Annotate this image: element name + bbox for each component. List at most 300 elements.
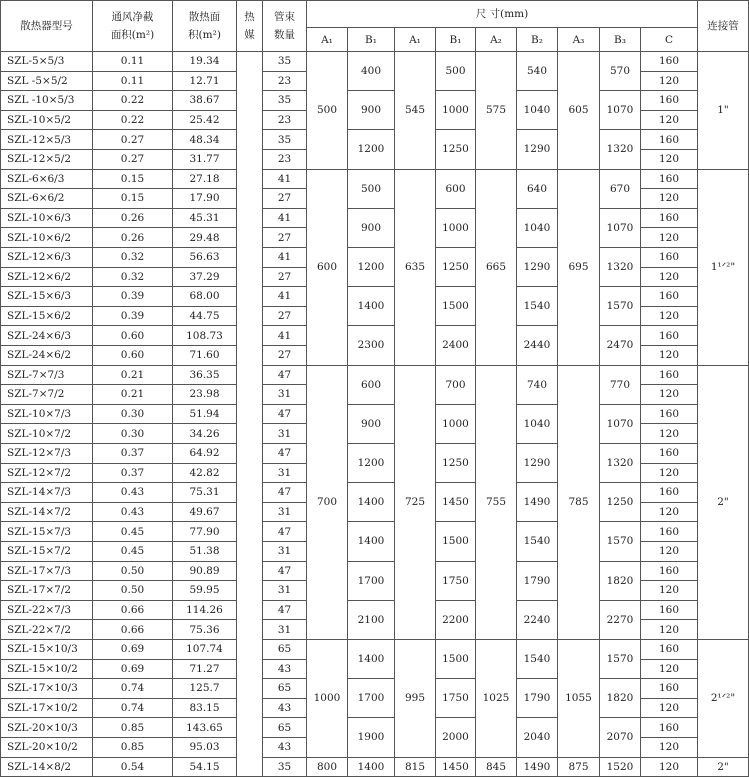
dim-c-cell: 120	[641, 385, 698, 405]
model-cell: SZL-15×7/3	[0, 522, 93, 542]
dim-b2-cell: 1040	[517, 405, 558, 444]
dim-b1b-cell: 700	[436, 366, 476, 405]
heat-area-cell: 44.75	[173, 307, 237, 327]
dim-b3-cell: 770	[600, 366, 641, 405]
model-cell: SZL-14×7/3	[0, 483, 93, 503]
heat-area-cell: 125.7	[173, 679, 237, 699]
dim-b1-cell: 900	[348, 405, 395, 444]
dim-b1-cell: 2300	[348, 326, 395, 365]
net-area-cell: 0.45	[93, 522, 173, 542]
model-cell: SZL-12×5/2	[0, 150, 93, 170]
dim-col-header: B₁	[348, 28, 395, 52]
tube-count-cell: 65	[263, 640, 307, 660]
tube-count-cell: 27	[263, 268, 307, 288]
model-cell: SZL-7×7/2	[0, 385, 93, 405]
net-area-cell: 0.15	[93, 189, 173, 209]
dim-b3-cell: 2270	[600, 601, 641, 640]
heat-area-cell: 56.63	[173, 248, 237, 268]
model-cell: SZL-12×6/2	[0, 268, 93, 288]
dim-c-cell: 160	[641, 444, 698, 464]
model-cell: SZL-17×10/3	[0, 679, 93, 699]
tube-count-cell: 23	[263, 72, 307, 92]
medium-cell	[237, 52, 263, 777]
dim-col-header: A₁	[307, 28, 348, 52]
net-area-cell: 0.60	[93, 326, 173, 346]
heat-area-cell: 107.74	[173, 640, 237, 660]
model-cell: SZL-12×6/3	[0, 248, 93, 268]
dim-b2-cell: 1290	[517, 444, 558, 483]
model-cell: SZL-22×7/3	[0, 601, 93, 621]
tube-count-cell: 35	[263, 91, 307, 111]
net-area-cell: 0.39	[93, 307, 173, 327]
heat-area-cell: 31.77	[173, 150, 237, 170]
dim-b3-cell: 570	[600, 52, 641, 91]
dim-b3-cell: 1320	[600, 444, 641, 483]
header-heat-area: 散热面 积(m²)	[173, 0, 237, 52]
dim-b3-cell: 1320	[600, 248, 641, 287]
dim-a1b-cell: 545	[395, 52, 436, 170]
connection-cell: 2"	[698, 758, 749, 777]
tube-count-cell: 41	[263, 326, 307, 346]
dim-c-cell: 160	[641, 170, 698, 190]
dim-b3-cell: 2070	[600, 718, 641, 757]
net-area-cell: 0.50	[93, 562, 173, 582]
dim-b2-cell: 2240	[517, 601, 558, 640]
dim-b2-cell: 1540	[517, 522, 558, 561]
net-area-cell: 0.39	[93, 287, 173, 307]
dim-b2-cell: 1040	[517, 209, 558, 248]
dim-a1b-cell: 995	[395, 640, 436, 758]
dim-a2-cell: 665	[476, 170, 517, 366]
dim-c-cell: 120	[641, 72, 698, 92]
dim-col-header: C	[641, 28, 698, 52]
dim-a3-cell: 785	[558, 366, 600, 640]
dim-a2-cell: 1025	[476, 640, 517, 758]
dim-a1-cell: 1000	[307, 640, 348, 758]
dim-b1b-cell: 1750	[436, 562, 476, 601]
dim-b1-cell: 1200	[348, 248, 395, 287]
net-area-cell: 0.30	[93, 405, 173, 425]
tube-count-cell: 65	[263, 679, 307, 699]
dim-b2-cell: 1540	[517, 287, 558, 326]
model-cell: SZL-15×6/3	[0, 287, 93, 307]
dim-a3-cell: 1055	[558, 640, 600, 758]
dim-col-header: A₃	[558, 28, 600, 52]
dim-c-cell: 120	[641, 307, 698, 327]
dim-b3-cell: 1520	[600, 758, 641, 777]
dim-c-cell: 120	[641, 699, 698, 719]
tube-count-cell: 31	[263, 542, 307, 562]
dim-a1-cell: 600	[307, 170, 348, 366]
dim-c-cell: 160	[641, 52, 698, 72]
model-cell: SZL-15×6/2	[0, 307, 93, 327]
tube-count-cell: 47	[263, 562, 307, 582]
dim-c-cell: 120	[641, 424, 698, 444]
heat-area-cell: 36.35	[173, 366, 237, 386]
tube-count-cell: 31	[263, 503, 307, 523]
dim-b3-cell: 1070	[600, 405, 641, 444]
net-area-cell: 0.43	[93, 483, 173, 503]
heat-area-cell: 45.31	[173, 209, 237, 229]
heat-area-cell: 51.38	[173, 542, 237, 562]
net-area-cell: 0.11	[93, 72, 173, 92]
model-cell: SZL-12×5/3	[0, 130, 93, 150]
dim-b3-cell: 670	[600, 170, 641, 209]
header-connection: 连接管	[698, 0, 749, 52]
heat-area-cell: 75.36	[173, 620, 237, 640]
dim-b1-cell: 1400	[348, 522, 395, 561]
dim-b1-cell: 1200	[348, 130, 395, 169]
dim-a2-cell: 755	[476, 366, 517, 640]
dim-a1b-cell: 815	[395, 758, 436, 777]
tube-count-cell: 31	[263, 424, 307, 444]
dim-b2-cell: 1490	[517, 483, 558, 522]
heat-area-cell: 59.95	[173, 581, 237, 601]
net-area-cell: 0.30	[93, 424, 173, 444]
heat-area-cell: 34.26	[173, 424, 237, 444]
model-cell: SZL-24×6/2	[0, 346, 93, 366]
tube-count-cell: 41	[263, 170, 307, 190]
heat-area-cell: 71.27	[173, 660, 237, 680]
dim-b2-cell: 640	[517, 170, 558, 209]
model-cell: SZL-10×7/2	[0, 424, 93, 444]
net-area-cell: 0.27	[93, 150, 173, 170]
dim-b1-cell: 1400	[348, 287, 395, 326]
tube-count-cell: 35	[263, 758, 307, 777]
tube-count-cell: 27	[263, 189, 307, 209]
model-cell: SZL-10×6/2	[0, 228, 93, 248]
dim-a1-cell: 500	[307, 52, 348, 170]
dim-b1b-cell: 2000	[436, 718, 476, 757]
dim-b1b-cell: 1500	[436, 287, 476, 326]
model-cell: SZL-10×6/3	[0, 209, 93, 229]
net-area-cell: 0.11	[93, 52, 173, 72]
dim-b1-cell: 1900	[348, 718, 395, 757]
heat-area-cell: 83.15	[173, 699, 237, 719]
dim-a2-cell: 575	[476, 52, 517, 170]
dim-c-cell: 120	[641, 542, 698, 562]
heat-area-cell: 37.29	[173, 268, 237, 288]
dim-a3-cell: 695	[558, 170, 600, 366]
heat-area-cell: 71.60	[173, 346, 237, 366]
model-cell: SZL-20×10/3	[0, 718, 93, 738]
dim-b1b-cell: 1450	[436, 758, 476, 777]
net-area-cell: 0.50	[93, 581, 173, 601]
dim-b1b-cell: 1000	[436, 405, 476, 444]
dim-b2-cell: 540	[517, 52, 558, 91]
net-area-cell: 0.22	[93, 111, 173, 131]
dim-c-cell: 160	[641, 640, 698, 660]
net-area-cell: 0.27	[93, 130, 173, 150]
dim-a1b-cell: 725	[395, 366, 436, 640]
heat-area-cell: 23.98	[173, 385, 237, 405]
dim-b2-cell: 740	[517, 366, 558, 405]
dim-b1-cell: 1200	[348, 444, 395, 483]
dim-c-cell: 160	[641, 483, 698, 503]
dim-b1b-cell: 1450	[436, 483, 476, 522]
dim-b1b-cell: 1250	[436, 444, 476, 483]
dim-c-cell: 120	[641, 620, 698, 640]
dim-c-cell: 160	[641, 248, 698, 268]
header-medium: 热 媒	[237, 0, 263, 52]
tube-count-cell: 43	[263, 660, 307, 680]
model-cell: SZL-17×7/3	[0, 562, 93, 582]
tube-count-cell: 27	[263, 228, 307, 248]
dim-col-header: B₃	[600, 28, 641, 52]
dim-b3-cell: 2470	[600, 326, 641, 365]
heat-area-cell: 143.65	[173, 718, 237, 738]
dim-b1b-cell: 1000	[436, 209, 476, 248]
dim-b1b-cell: 1500	[436, 640, 476, 679]
dim-b1-cell: 2100	[348, 601, 395, 640]
net-area-cell: 0.66	[93, 620, 173, 640]
header-tubes: 管束 数量	[263, 0, 307, 52]
tube-count-cell: 41	[263, 209, 307, 229]
model-cell: SZL-24×6/3	[0, 326, 93, 346]
tube-count-cell: 31	[263, 581, 307, 601]
tube-count-cell: 31	[263, 464, 307, 484]
dim-b2-cell: 1790	[517, 679, 558, 718]
net-area-cell: 0.69	[93, 640, 173, 660]
dim-b2-cell: 1790	[517, 562, 558, 601]
dim-c-cell: 120	[641, 268, 698, 288]
dim-a3-cell: 605	[558, 52, 600, 170]
model-cell: SZL-12×7/3	[0, 444, 93, 464]
net-area-cell: 0.15	[93, 170, 173, 190]
heat-area-cell: 49.67	[173, 503, 237, 523]
heat-area-cell: 68.00	[173, 287, 237, 307]
net-area-cell: 0.43	[93, 503, 173, 523]
dim-b3-cell: 1320	[600, 130, 641, 169]
header-net-area: 通风净截 面积(m²)	[93, 0, 173, 52]
dim-b1b-cell: 2400	[436, 326, 476, 365]
dim-c-cell: 120	[641, 150, 698, 170]
heat-area-cell: 19.34	[173, 52, 237, 72]
model-cell: SZL-7×7/3	[0, 366, 93, 386]
tube-count-cell: 27	[263, 346, 307, 366]
net-area-cell: 0.26	[93, 209, 173, 229]
dim-b1-cell: 1400	[348, 640, 395, 679]
dim-c-cell: 120	[641, 758, 698, 777]
connection-cell: 1"	[698, 52, 749, 170]
heat-area-cell: 12.71	[173, 72, 237, 92]
heat-area-cell: 42.82	[173, 464, 237, 484]
dim-b1b-cell: 2200	[436, 601, 476, 640]
dim-c-cell: 120	[641, 503, 698, 523]
dim-a3-cell: 875	[558, 758, 600, 777]
dim-b3-cell: 1570	[600, 640, 641, 679]
dim-b3-cell: 1820	[600, 679, 641, 718]
model-cell: SZL-14×8/2	[0, 758, 93, 777]
heat-area-cell: 48.34	[173, 130, 237, 150]
model-cell: SZL -10×5/3	[0, 91, 93, 111]
tube-count-cell: 41	[263, 248, 307, 268]
dim-b3-cell: 1570	[600, 287, 641, 326]
tube-count-cell: 47	[263, 522, 307, 542]
net-area-cell: 0.32	[93, 268, 173, 288]
model-cell: SZL-20×10/2	[0, 738, 93, 758]
connection-cell: 2¹ᐟ²"	[698, 640, 749, 758]
dim-b1b-cell: 1250	[436, 130, 476, 169]
heat-area-cell: 75.31	[173, 483, 237, 503]
tube-count-cell: 47	[263, 444, 307, 464]
dim-b2-cell: 1040	[517, 91, 558, 130]
dim-col-header: A₁	[395, 28, 436, 52]
dim-b2-cell: 2440	[517, 326, 558, 365]
connection-cell: 1¹ᐟ²"	[698, 170, 749, 366]
model-cell: SZL-10×5/2	[0, 111, 93, 131]
dim-b1-cell: 900	[348, 91, 395, 130]
dim-a2-cell: 845	[476, 758, 517, 777]
heat-area-cell: 54.15	[173, 758, 237, 777]
heat-area-cell: 27.18	[173, 170, 237, 190]
model-cell: SZL -5×5/2	[0, 72, 93, 92]
heat-area-cell: 51.94	[173, 405, 237, 425]
net-area-cell: 0.22	[93, 91, 173, 111]
heat-area-cell: 114.26	[173, 601, 237, 621]
heat-area-cell: 25.42	[173, 111, 237, 131]
dim-c-cell: 160	[641, 679, 698, 699]
net-area-cell: 0.21	[93, 385, 173, 405]
net-area-cell: 0.54	[93, 758, 173, 777]
model-cell: SZL-17×10/2	[0, 699, 93, 719]
tube-count-cell: 47	[263, 601, 307, 621]
heat-area-cell: 17.90	[173, 189, 237, 209]
dim-b1-cell: 400	[348, 52, 395, 91]
dim-b3-cell: 1820	[600, 562, 641, 601]
heat-area-cell: 77.90	[173, 522, 237, 542]
model-cell: SZL-6×6/2	[0, 189, 93, 209]
model-cell: SZL-17×7/2	[0, 581, 93, 601]
net-area-cell: 0.66	[93, 601, 173, 621]
dim-b1b-cell: 500	[436, 52, 476, 91]
dim-c-cell: 120	[641, 738, 698, 758]
dim-a1-cell: 800	[307, 758, 348, 777]
dim-c-cell: 120	[641, 189, 698, 209]
dim-c-cell: 160	[641, 405, 698, 425]
tube-count-cell: 35	[263, 130, 307, 150]
dim-c-cell: 160	[641, 326, 698, 346]
header-dimensions: 尺 寸(mm)	[307, 0, 698, 28]
tube-count-cell: 23	[263, 150, 307, 170]
dim-c-cell: 120	[641, 581, 698, 601]
net-area-cell: 0.37	[93, 444, 173, 464]
dim-col-header: B₁	[436, 28, 476, 52]
net-area-cell: 0.60	[93, 346, 173, 366]
dim-b1-cell: 1400	[348, 483, 395, 522]
dim-a1b-cell: 635	[395, 170, 436, 366]
dim-b1-cell: 1700	[348, 679, 395, 718]
net-area-cell: 0.37	[93, 464, 173, 484]
dim-c-cell: 160	[641, 522, 698, 542]
dim-b1-cell: 600	[348, 366, 395, 405]
heat-area-cell: 90.89	[173, 562, 237, 582]
dim-b2-cell: 1290	[517, 248, 558, 287]
model-cell: SZL-22×7/2	[0, 620, 93, 640]
model-cell: SZL-5×5/3	[0, 52, 93, 72]
tube-count-cell: 47	[263, 405, 307, 425]
model-cell: SZL-14×7/2	[0, 503, 93, 523]
dim-b1b-cell: 1000	[436, 91, 476, 130]
model-cell: SZL-15×7/2	[0, 542, 93, 562]
heat-area-cell: 108.73	[173, 326, 237, 346]
model-cell: SZL-15×10/3	[0, 640, 93, 660]
tube-count-cell: 31	[263, 385, 307, 405]
dim-b2-cell: 1540	[517, 640, 558, 679]
net-area-cell: 0.69	[93, 660, 173, 680]
dim-b1b-cell: 1250	[436, 248, 476, 287]
dim-c-cell: 160	[641, 601, 698, 621]
dim-c-cell: 160	[641, 366, 698, 386]
dim-c-cell: 120	[641, 346, 698, 366]
dim-c-cell: 120	[641, 660, 698, 680]
net-area-cell: 0.21	[93, 366, 173, 386]
dim-c-cell: 160	[641, 91, 698, 111]
dim-a1-cell: 700	[307, 366, 348, 640]
dim-c-cell: 160	[641, 287, 698, 307]
dim-b1-cell: 1400	[348, 758, 395, 777]
tube-count-cell: 47	[263, 483, 307, 503]
net-area-cell: 0.32	[93, 248, 173, 268]
model-cell: SZL-10×7/3	[0, 405, 93, 425]
dim-col-header: B₂	[517, 28, 558, 52]
dim-b1b-cell: 600	[436, 170, 476, 209]
dim-c-cell: 160	[641, 718, 698, 738]
dim-b3-cell: 1070	[600, 91, 641, 130]
dim-b3-cell: 1250	[600, 483, 641, 522]
net-area-cell: 0.85	[93, 718, 173, 738]
dim-b2-cell: 1290	[517, 130, 558, 169]
heat-area-cell: 38.67	[173, 91, 237, 111]
dim-b1-cell: 1700	[348, 562, 395, 601]
connection-cell: 2"	[698, 366, 749, 640]
dim-c-cell: 160	[641, 209, 698, 229]
dim-col-header: A₂	[476, 28, 517, 52]
tube-count-cell: 43	[263, 738, 307, 758]
model-cell: SZL-15×10/2	[0, 660, 93, 680]
dim-b3-cell: 1570	[600, 522, 641, 561]
tube-count-cell: 41	[263, 287, 307, 307]
model-cell: SZL-12×7/2	[0, 464, 93, 484]
dim-c-cell: 120	[641, 464, 698, 484]
dim-b1-cell: 900	[348, 209, 395, 248]
dim-b2-cell: 2040	[517, 718, 558, 757]
tube-count-cell: 43	[263, 699, 307, 719]
net-area-cell: 0.74	[93, 679, 173, 699]
heat-area-cell: 29.48	[173, 228, 237, 248]
net-area-cell: 0.85	[93, 738, 173, 758]
dim-b1-cell: 500	[348, 170, 395, 209]
dim-c-cell: 120	[641, 111, 698, 131]
net-area-cell: 0.74	[93, 699, 173, 719]
dim-b3-cell: 1070	[600, 209, 641, 248]
tube-count-cell: 35	[263, 52, 307, 72]
dim-b2-cell: 1490	[517, 758, 558, 777]
net-area-cell: 0.26	[93, 228, 173, 248]
tube-count-cell: 31	[263, 620, 307, 640]
tube-count-cell: 23	[263, 111, 307, 131]
heat-area-cell: 95.03	[173, 738, 237, 758]
tube-count-cell: 65	[263, 718, 307, 738]
header-model: 散热器型号	[0, 0, 93, 52]
dim-b1b-cell: 1500	[436, 522, 476, 561]
dim-c-cell: 120	[641, 228, 698, 248]
dim-b1b-cell: 1750	[436, 679, 476, 718]
dim-c-cell: 160	[641, 130, 698, 150]
net-area-cell: 0.45	[93, 542, 173, 562]
model-cell: SZL-6×6/3	[0, 170, 93, 190]
dim-c-cell: 160	[641, 562, 698, 582]
